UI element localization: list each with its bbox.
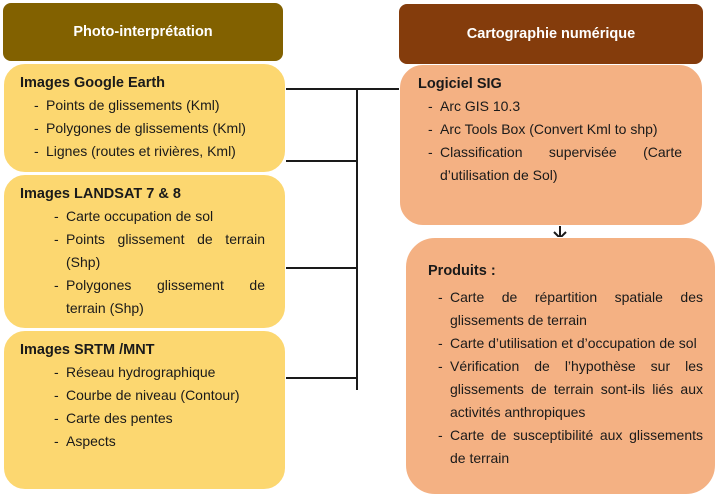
landsat-title: Images LANDSAT 7 & 8: [20, 186, 181, 202]
srtm-mnt-list: [66, 361, 269, 453]
landsat-panel: [3, 174, 286, 329]
list-item: - Carte occupation de sol: [66, 205, 265, 228]
cartographie-numerique-header: [399, 4, 703, 64]
google-earth-list: [46, 94, 269, 163]
list-item: - Arc GIS 10.3: [440, 95, 682, 118]
list-item: - Lignes (routes et rivières, Kml): [46, 140, 269, 163]
photo-interpretation-header-label: Photo-interprétation: [73, 24, 213, 40]
list-item: - Polygones de glissements (Kml): [46, 117, 269, 140]
logiciel-sig-list: [440, 95, 682, 187]
connector-google-earth: [286, 160, 357, 162]
list-item: - Points glissement de terrain (Shp): [66, 228, 265, 274]
list-item: - Polygones glissement de terrain (Shp): [66, 274, 265, 320]
logiciel-sig-panel: [399, 64, 703, 226]
connector-landsat: [286, 267, 357, 269]
produits-panel: [405, 237, 716, 495]
vertical-connector-line: [356, 88, 358, 390]
list-item: - Arc Tools Box (Convert Kml to shp): [440, 118, 682, 141]
landsat-list: [66, 205, 265, 320]
photo-interpretation-header: [3, 3, 283, 61]
list-item: - Courbe de niveau (Contour): [66, 384, 269, 407]
connector-google-earth-to-sig: [286, 88, 399, 90]
connector-srtm: [286, 377, 357, 379]
cartographie-numerique-header-label: Cartographie numérique: [466, 26, 636, 42]
google-earth-panel: [3, 63, 286, 173]
list-item: - Vérification de l’hypothèse sur les glissements de terrain sont-ils liés aux activités anthropiques: [450, 355, 703, 424]
list-item: - Carte des pentes: [66, 407, 269, 430]
list-item: - Carte d’utilisation et d’occupation de sol: [450, 332, 703, 355]
list-item: - Carte de répartition spatiale des glissements de terrain: [450, 286, 703, 332]
produits-title: Produits :: [428, 263, 496, 279]
srtm-mnt-title: Images SRTM /MNT: [20, 342, 155, 358]
produits-list: [450, 286, 703, 470]
google-earth-title: Images Google Earth: [20, 75, 166, 91]
logiciel-sig-title: Logiciel SIG: [418, 76, 502, 92]
list-item: - Aspects: [66, 430, 269, 453]
list-item: - Classification supervisée (Carte d’utilisation de Sol): [440, 141, 682, 187]
list-item: - Carte de susceptibilité aux glissements de terrain: [450, 424, 703, 470]
list-item: - Points de glissements (Kml): [46, 94, 269, 117]
srtm-mnt-panel: [3, 330, 286, 490]
list-item: - Réseau hydrographique: [66, 361, 269, 384]
